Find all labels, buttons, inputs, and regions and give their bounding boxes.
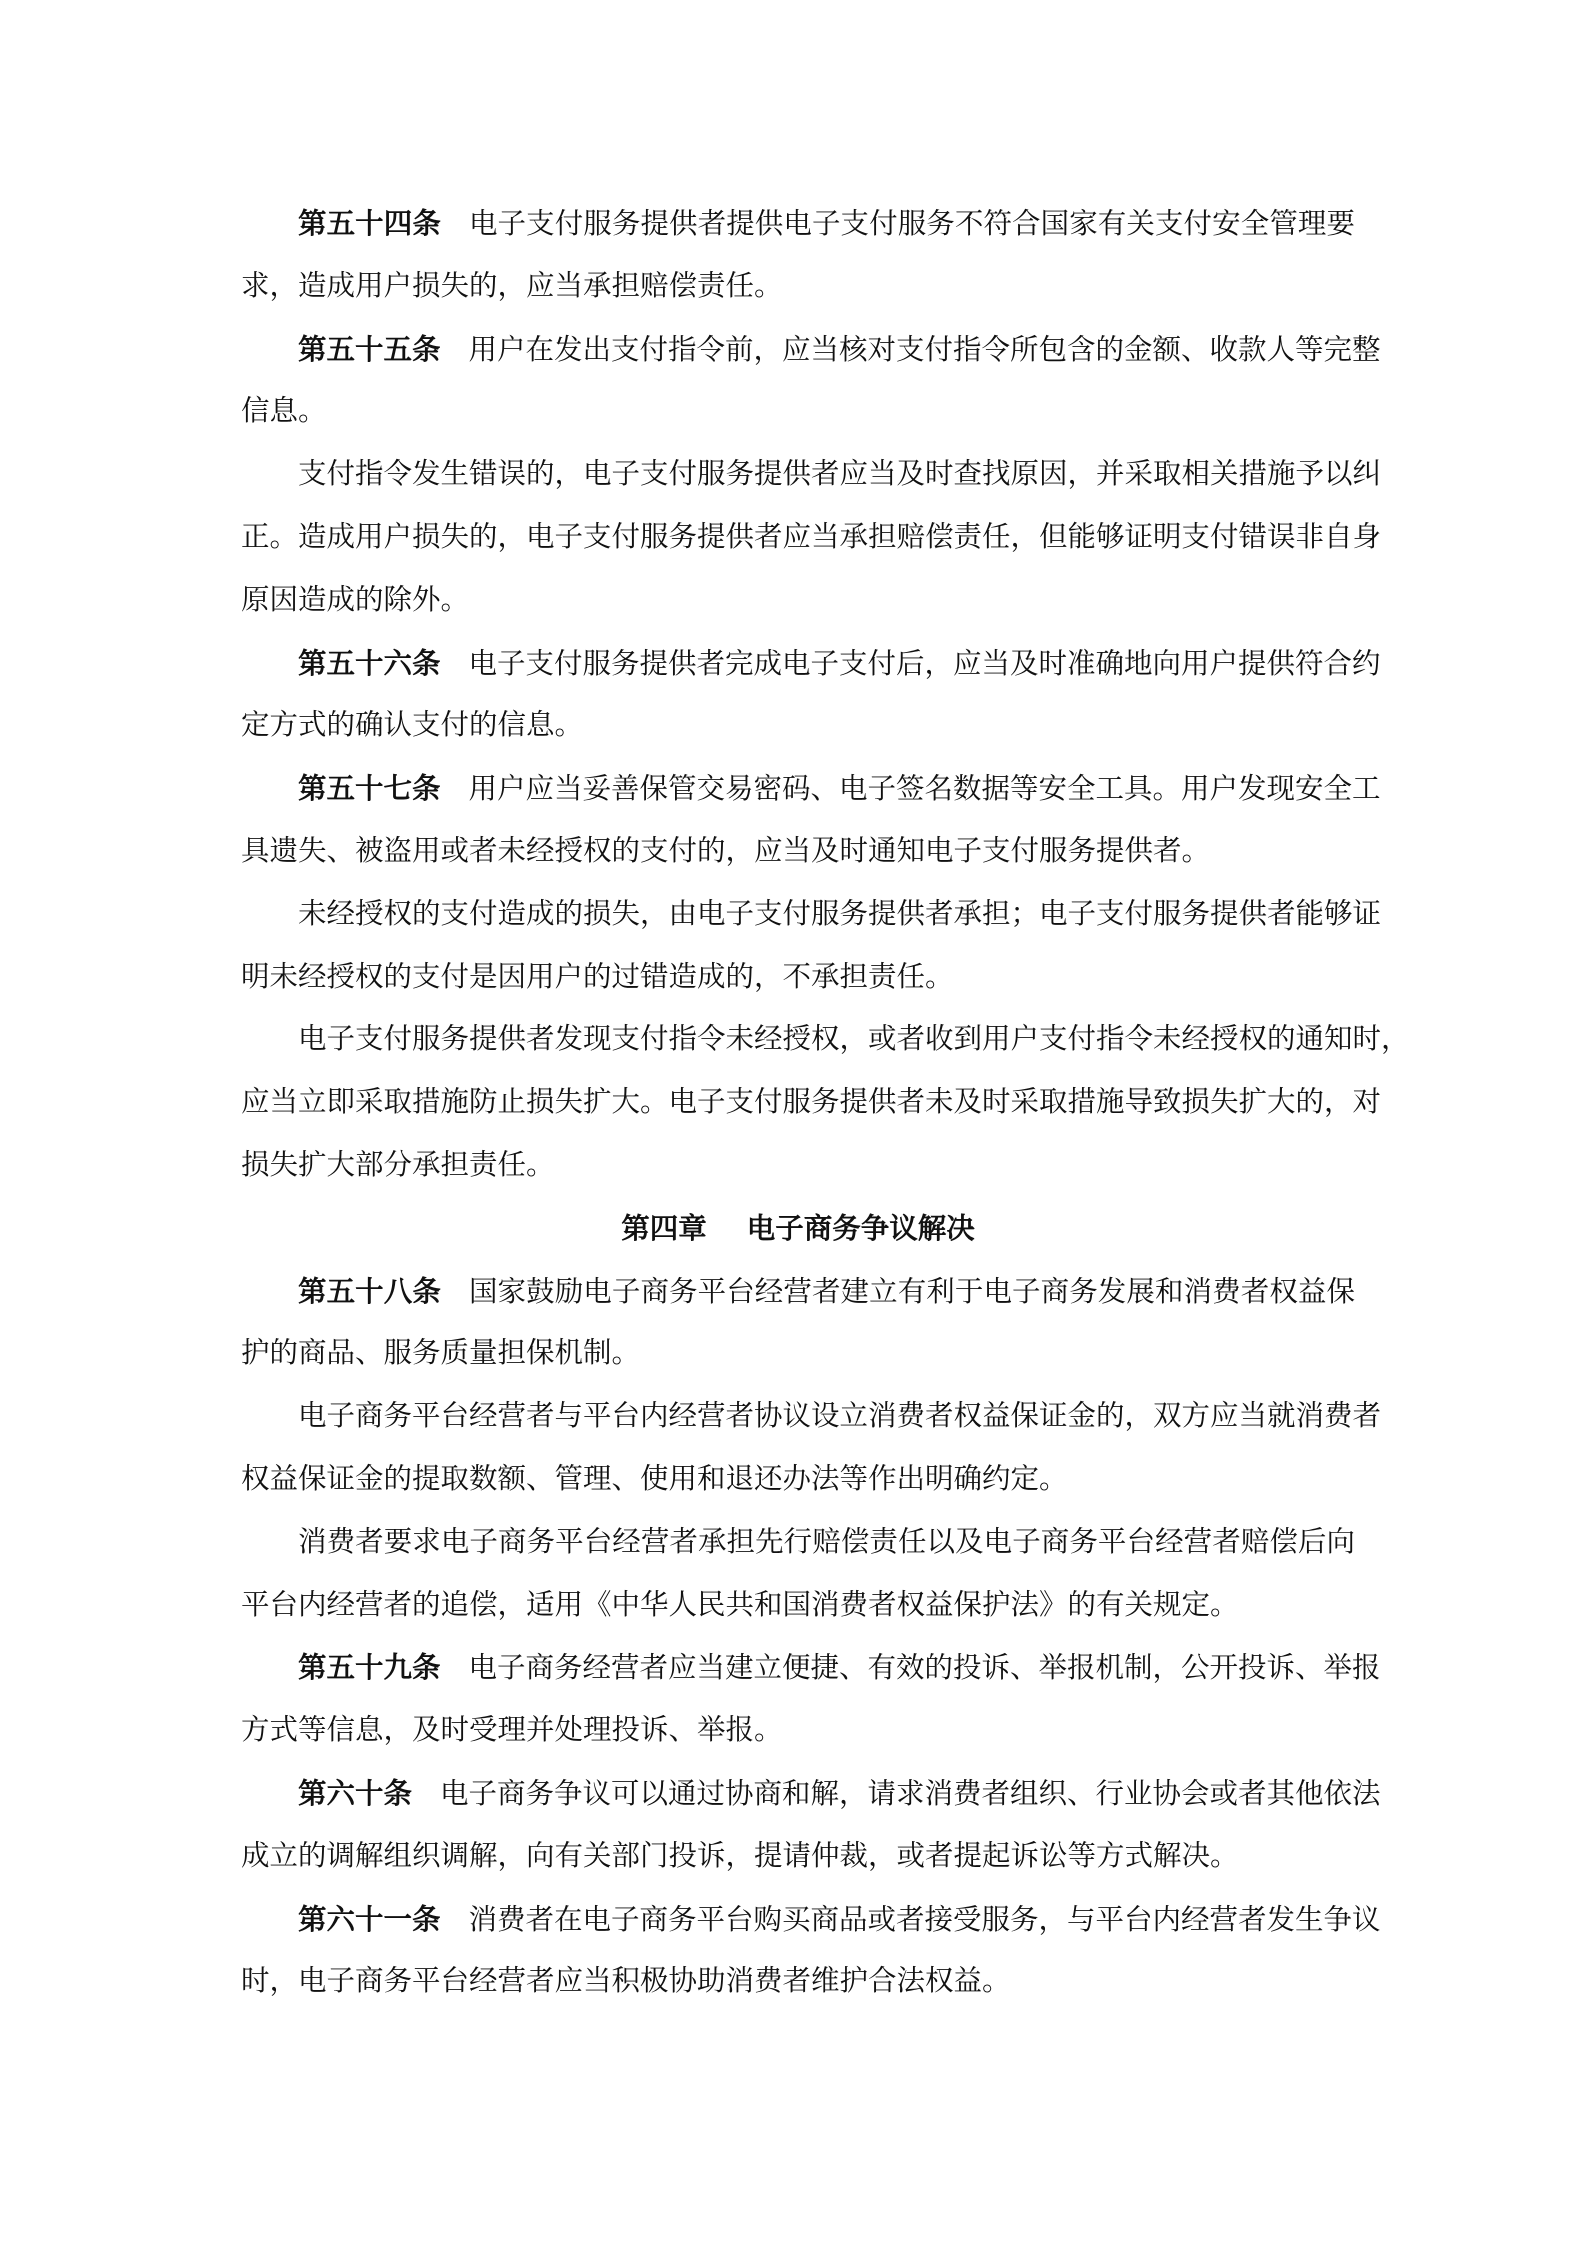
article-paragraph (241, 632, 1381, 758)
article-paragraph (241, 1762, 1381, 1888)
article-paragraph (241, 1888, 1381, 2014)
text-line (241, 1134, 1355, 1197)
text-line (241, 1385, 1382, 1448)
line-text: 电子支付服务提供者提供电子支付服务不符合国家有关支付安全管理要 (468, 207, 1355, 240)
text-line (241, 192, 1355, 255)
text-line (241, 946, 1355, 1009)
text-line (241, 1888, 1381, 1951)
article-paragraph (241, 1260, 1355, 1386)
text-line (241, 569, 1355, 632)
line-text: 成立的调解组织调解，向有关部门投诉，提请仲裁，或者提起诉讼等方式解决。 (241, 1838, 1239, 1872)
chapter-number: 第四章 (621, 1210, 707, 1245)
paragraph (241, 1511, 1355, 1637)
line-text: 时，电子商务平台经营者应当积极协助消费者维护合法权益。 (241, 1964, 1011, 1998)
line-text: 应当立即采取措施防止损失扩大。电子支付服务提供者未及时采取措施导致损失扩大的，对 (241, 1085, 1382, 1119)
line-text: 护的商品、服务质量担保机制。 (241, 1336, 641, 1370)
text-line (241, 1511, 1355, 1574)
article-number: 第五十六条 (298, 645, 441, 680)
text-line (241, 1071, 1382, 1134)
article-number: 第五十九条 (298, 1650, 441, 1685)
line-text: 未经授权的支付造成的损失，由电子支付服务提供者承担；电子支付服务提供者能够证 (298, 896, 1382, 930)
chapter-title: 电子商务争议解决 (746, 1210, 975, 1245)
line-text: 电子商务经营者应当建立便捷、有效的投诉、举报机制，公开投诉、举报 (468, 1651, 1381, 1685)
paragraph (241, 883, 1382, 1009)
text-line (241, 1574, 1355, 1637)
text-line (241, 1008, 1410, 1071)
article-number: 第六十条 (298, 1775, 413, 1810)
line-text: 具遗失、被盗用或者未经授权的支付的，应当及时通知电子支付服务提供者。 (241, 833, 1211, 867)
line-text: 正。造成用户损失的，电子支付服务提供者应当承担赔偿责任，但能够证明支付错误非自身 (241, 519, 1382, 553)
text-line (241, 632, 1381, 695)
line-text: 支付指令发生错误的，电子支付服务提供者应当及时查找原因，并采取相关措施予以纠 (298, 457, 1382, 491)
article-paragraph (241, 757, 1381, 883)
text-line (241, 1762, 1381, 1825)
article-number: 第五十五条 (298, 331, 441, 366)
line-text: 方式等信息，及时受理并处理投诉、举报。 (241, 1713, 783, 1747)
text-line (241, 757, 1381, 820)
text-line (241, 255, 1355, 318)
text-line (241, 1636, 1381, 1699)
article-paragraph (241, 318, 1381, 444)
line-text: 求，造成用户损失的，应当承担赔偿责任。 (241, 268, 783, 302)
line-text: 权益保证金的提取数额、管理、使用和退还办法等作出明确约定。 (241, 1461, 1068, 1495)
line-text: 电子支付服务提供者完成电子支付后，应当及时准确地向用户提供符合约 (468, 646, 1381, 680)
text-line (241, 380, 1355, 443)
line-text: 电子商务平台经营者与平台内经营者协议设立消费者权益保证金的，双方应当就消费者 (298, 1399, 1382, 1433)
article-paragraph (241, 192, 1355, 318)
paragraph (241, 443, 1382, 631)
text-line (241, 443, 1382, 506)
line-text: 损失扩大部分承担责任。 (241, 1147, 555, 1181)
line-text: 定方式的确认支付的信息。 (241, 708, 584, 742)
chapter-heading (241, 1197, 1355, 1260)
line-text: 消费者在电子商务平台购买商品或者接受服务，与平台内经营者发生争议 (468, 1902, 1381, 1936)
line-text: 用户应当妥善保管交易密码、电子签名数据等安全工具。用户发现安全工 (468, 772, 1381, 806)
text-line (241, 506, 1382, 569)
text-line (241, 1825, 1355, 1888)
text-line (241, 1448, 1355, 1511)
paragraph (241, 1008, 1410, 1196)
line-text: 国家鼓励电子商务平台经营者建立有利于电子商务发展和消费者权益保 (468, 1274, 1355, 1308)
article-number: 第五十八条 (298, 1273, 441, 1308)
text-line (241, 1699, 1355, 1762)
line-text: 平台内经营者的追偿，适用《中华人民共和国消费者权益保护法》的有关规定。 (241, 1587, 1239, 1621)
paragraph (241, 1385, 1382, 1511)
article-number: 第六十一条 (298, 1901, 441, 1936)
text-line (241, 820, 1355, 883)
article-paragraph (241, 1636, 1381, 1762)
line-text: 电子商务争议可以通过协商和解，请求消费者组织、行业协会或者其他依法 (440, 1776, 1381, 1810)
article-number: 第五十七条 (298, 771, 441, 806)
text-line (241, 694, 1355, 757)
text-line (241, 1322, 1355, 1385)
text-line (241, 318, 1381, 381)
text-line (241, 1260, 1355, 1323)
line-text: 原因造成的除外。 (241, 582, 470, 616)
text-line (241, 883, 1382, 946)
line-text: 用户在发出支付指令前，应当核对支付指令所包含的金额、收款人等完整 (468, 332, 1381, 366)
line-text: 消费者要求电子商务平台经营者承担先行赔偿责任以及电子商务平台经营者赔偿后向 (298, 1524, 1355, 1558)
line-text: 电子支付服务提供者发现支付指令未经授权，或者收到用户支付指令未经授权的通知时， (298, 1022, 1410, 1056)
article-number: 第五十四条 (298, 206, 441, 240)
line-text: 信息。 (241, 394, 327, 428)
text-line (241, 1950, 1355, 2013)
line-text: 明未经授权的支付是因用户的过错造成的，不承担责任。 (241, 959, 954, 993)
document-body (241, 192, 1410, 2013)
